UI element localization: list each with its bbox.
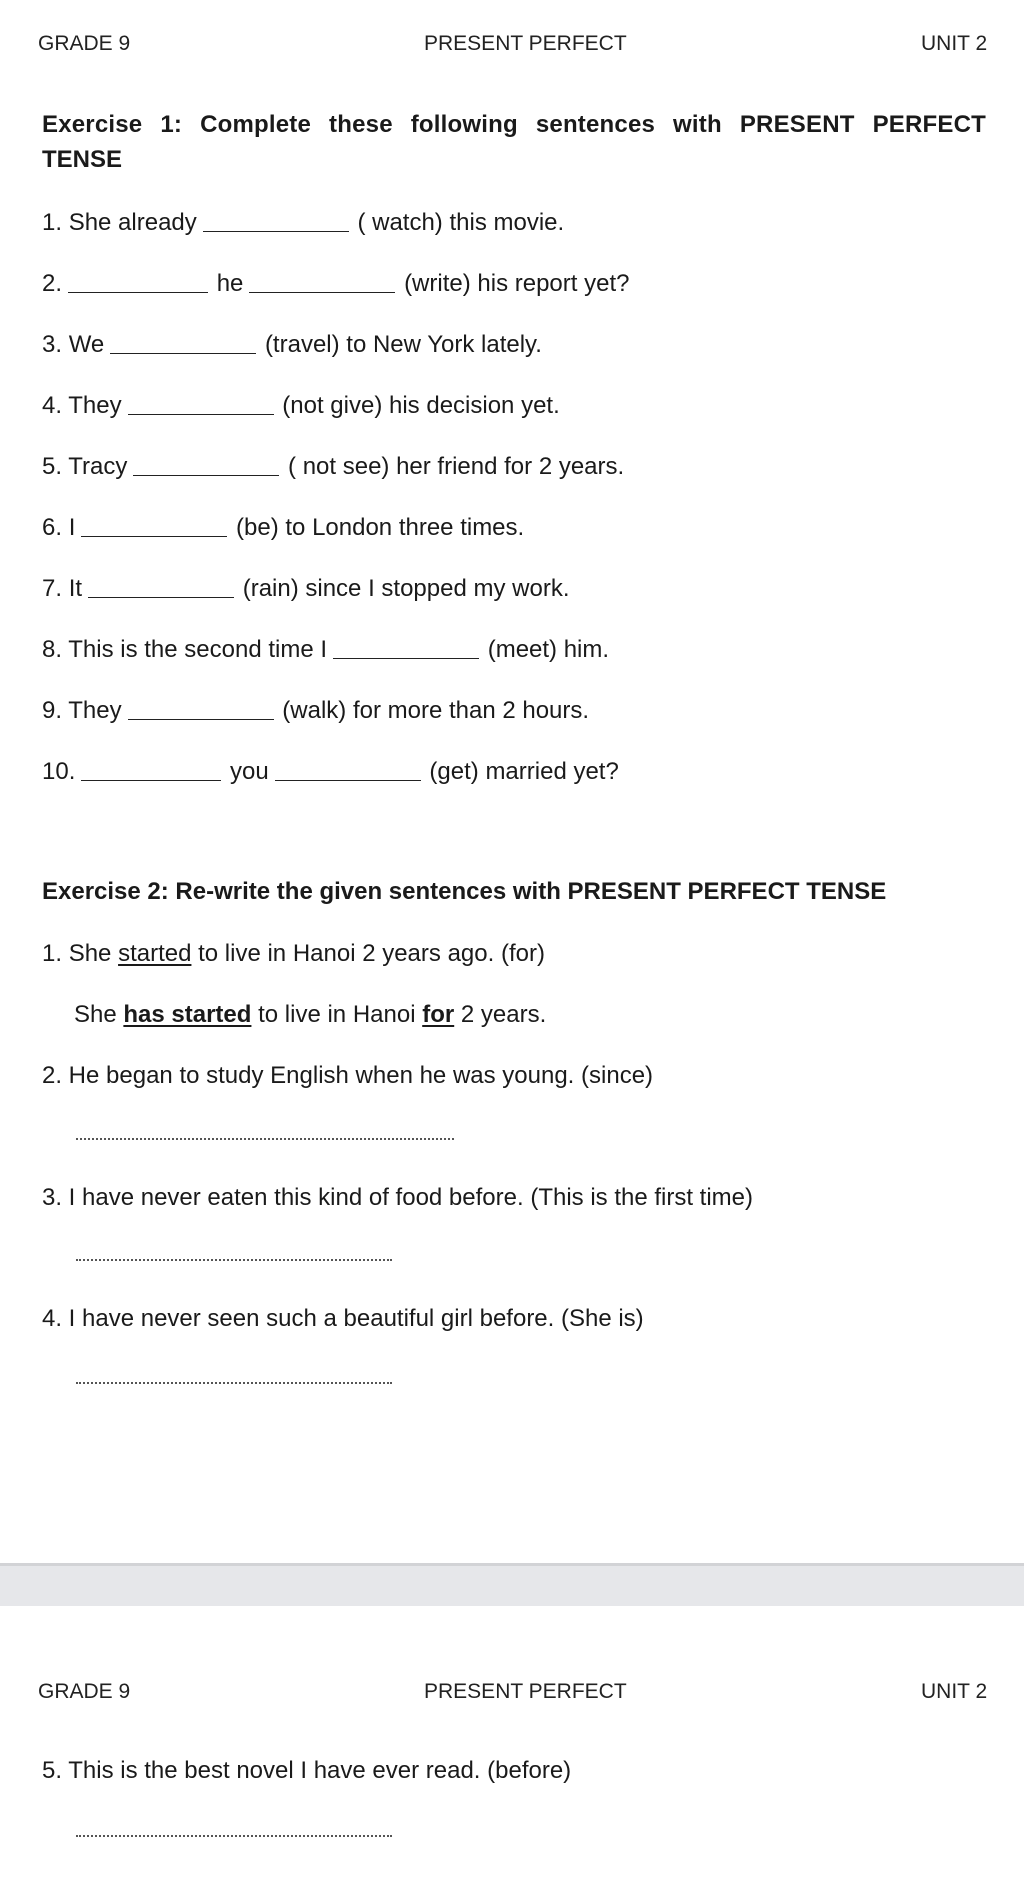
list-item: 4. I have never seen such a beautiful girl before. (She is)	[42, 1305, 644, 1332]
list-item: 3. We (travel) to New York lately.	[42, 331, 542, 358]
example-answer: She has started to live in Hanoi for 2 years.	[74, 1001, 547, 1028]
answer-line[interactable]	[76, 1382, 392, 1384]
header-grade: GRADE 9	[38, 1680, 131, 1703]
answer-blank[interactable]	[81, 779, 221, 781]
header-unit: UNIT 2	[921, 1680, 988, 1703]
list-item: 4. They (not give) his decision yet.	[42, 392, 560, 419]
answer-blank[interactable]	[128, 718, 274, 720]
list-item: 5. Tracy ( not see) her friend for 2 years.	[42, 453, 625, 480]
list-item: 1. She already ( watch) this movie.	[42, 209, 565, 236]
header-topic: PRESENT PERFECT	[424, 32, 627, 55]
page-divider	[0, 1563, 1024, 1606]
list-item: 2. he (write) his report yet?	[42, 270, 630, 297]
answer-blank[interactable]	[203, 230, 349, 232]
header-unit: UNIT 2	[921, 32, 988, 55]
answer-blank[interactable]	[68, 291, 208, 293]
list-item: 2. He began to study English when he was young. (since)	[42, 1062, 654, 1089]
answer-blank[interactable]	[81, 535, 227, 537]
header-grade: GRADE 9	[38, 32, 131, 55]
answer-blank[interactable]	[275, 779, 421, 781]
answer-blank[interactable]	[333, 657, 479, 659]
answer-line[interactable]	[76, 1259, 392, 1261]
header-topic: PRESENT PERFECT	[424, 1680, 627, 1703]
list-item: 9. They (walk) for more than 2 hours.	[42, 697, 590, 724]
list-item: 3. I have never eaten this kind of food before. (This is the first time)	[42, 1184, 754, 1211]
answer-blank[interactable]	[249, 291, 395, 293]
list-item: 7. It (rain) since I stopped my work.	[42, 575, 570, 602]
exercise1-title: Exercise 1: Complete these following sentences with PRESENT PERFECT	[42, 111, 986, 138]
list-item: 8. This is the second time I (meet) him.	[42, 636, 610, 663]
list-item: 10. you (get) married yet?	[42, 758, 619, 785]
list-item: 1. She started to live in Hanoi 2 years ago. (for)	[42, 940, 545, 967]
answer-line[interactable]	[76, 1138, 454, 1140]
answer-line[interactable]	[76, 1835, 392, 1837]
exercise1-title-cont: TENSE	[42, 146, 123, 173]
answer-blank[interactable]	[128, 413, 274, 415]
exercise2-title: Exercise 2: Re-write the given sentences with PRESENT PERFECT TENSE	[42, 878, 887, 905]
answer-blank[interactable]	[110, 352, 256, 354]
list-item: 5. This is the best novel I have ever read. (before)	[42, 1757, 572, 1784]
list-item: 6. I (be) to London three times.	[42, 514, 525, 541]
answer-blank[interactable]	[88, 596, 234, 598]
answer-blank[interactable]	[133, 474, 279, 476]
